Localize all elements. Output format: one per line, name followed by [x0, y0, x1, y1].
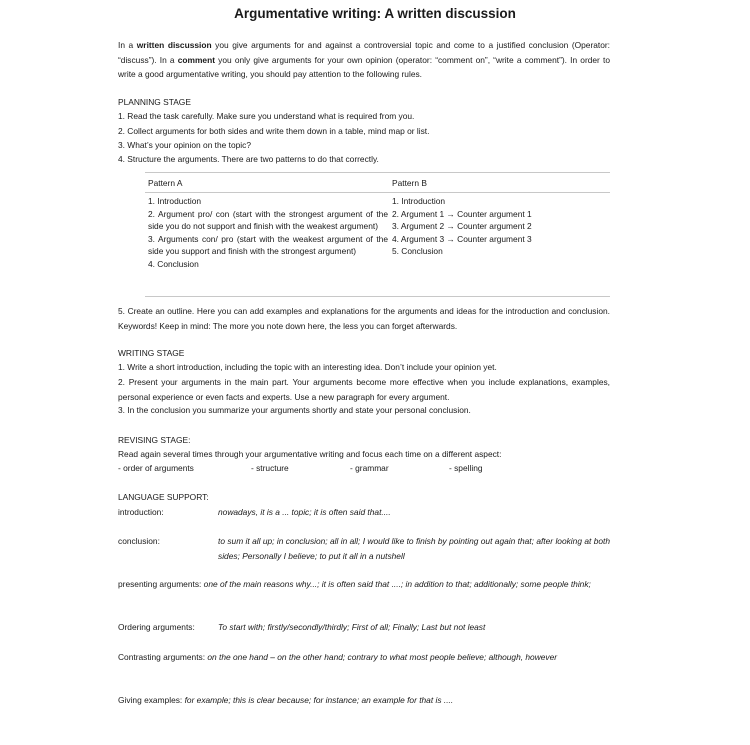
revising-aspect-order: - order of arguments [118, 463, 194, 473]
planning-step-3: 3. What’s your opinion on the topic? [118, 140, 251, 150]
intro-text-2: you give arguments for and against a controversial topic and come to a justified conclusion (Operator: “discuss”). In a [118, 40, 610, 65]
contrasting-phrases: on the one hand – on the other hand; contrary to what most people believe; although, however [207, 652, 558, 662]
planning-step-5: 5. Create an outline. Here you can add examples and explanations for the arguments and ideas for the introduction and conclusion. Keywords! Keep in mind: The more you note down here, the less you can forget afterwards. [118, 306, 610, 331]
page-title: Argumentative writing: A written discussion [234, 6, 516, 21]
pattern-b-header: Pattern B [392, 178, 427, 188]
introduction-label: introduction: [118, 507, 164, 517]
revising-heading: REVISING STAGE: [118, 435, 191, 445]
ordering-label: Ordering arguments: [118, 622, 195, 632]
intro-text-1: In a [118, 40, 137, 50]
ordering-phrases: To start with; firstly/secondly/thirdly; First of all; Finally; Last but not least [218, 622, 486, 632]
pattern-a-column [148, 195, 388, 271]
pattern-b-item: 4. Argument 3 → Counter argument 3 [392, 233, 532, 244]
pattern-a-item: 2. Argument pro/ con (start with the strongest argument of the side you do not support and finish with the weakest argument) [148, 208, 388, 232]
pattern-a-item: 3. Arguments con/ pro (start with the weakest argument of the side you support and finish with the strongest argument) [148, 233, 388, 257]
language-heading: LANGUAGE SUPPORT: [118, 492, 209, 502]
contrasting-arguments-block [118, 650, 608, 665]
pattern-a-item: 1. Introduction [148, 196, 202, 206]
examples-phrases: for example; this is clear because; for instance; an example for that is .... [184, 695, 454, 705]
contrasting-label: Contrasting arguments: [118, 652, 206, 662]
intro-bold-comment: comment [177, 54, 215, 65]
conclusion-phrases: to sum it all up; in conclusion; all in all; I would like to finish by pointing out again that; after looking at both sides; Personally I believe; to put it all in a nutshell [218, 536, 610, 561]
revising-text: Read again several times through your argumentative writing and focus each time on a different aspect: [118, 449, 502, 459]
examples-line [118, 694, 453, 707]
introduction-phrases: nowadays, it is a ... topic; it is often said that.... [218, 507, 391, 517]
table-header-rule [145, 192, 610, 193]
pattern-a-item: 4. Conclusion [148, 258, 199, 269]
pattern-a-header: Pattern A [148, 178, 183, 188]
revising-aspect-grammar: - grammar [350, 463, 389, 473]
presenting-label: presenting arguments: [118, 579, 202, 589]
revising-aspect-spelling: - spelling [449, 463, 483, 473]
planning-step-2: 2. Collect arguments for both sides and write them down in a table, mind map or list. [118, 126, 430, 136]
pattern-b-item: 1. Introduction [392, 196, 446, 206]
presenting-arguments-block [118, 577, 608, 592]
planning-step-1: 1. Read the task carefully. Make sure you understand what is required from you. [118, 111, 415, 121]
table-top-rule [145, 172, 610, 173]
pattern-b-item: 2. Argument 1 → Counter argument 1 [392, 208, 532, 219]
writing-step-1: 1. Write a short introduction, including the topic with an interesting idea. Don’t include your opinion yet. [118, 362, 497, 372]
revising-aspect-structure: - structure [251, 463, 289, 473]
conclusion-label: conclusion: [118, 536, 160, 546]
writing-step-3: 3. In the conclusion you summarize your arguments shortly and state your personal conclusion. [118, 405, 471, 415]
planning-heading: PLANNING STAGE [118, 97, 191, 107]
intro-text-3: you only give arguments for your own opinion (operator: “comment on”, “write a comment”). In order to write a good argumentative writing, you should pay attention to the following rules. [118, 54, 610, 79]
intro-paragraph [118, 38, 610, 82]
writing-heading: WRITING STAGE [118, 348, 185, 358]
intro-bold-written-discussion: written discussion [136, 40, 212, 50]
table-bottom-rule [145, 296, 610, 297]
writing-step-2: 2. Present your arguments in the main part. Your arguments become more effective when you include explanations, examples, personal experience or even facts and experts. Use a new paragraph for every argument. [118, 377, 610, 402]
pattern-b-item: 3. Argument 2 → Counter argument 2 [392, 221, 532, 232]
planning-step-4: 4. Structure the arguments. There are two patterns to do that correctly. [118, 154, 379, 164]
pattern-b-item: 5. Conclusion [392, 246, 443, 257]
pattern-b-column [392, 195, 607, 258]
presenting-phrases: one of the main reasons why...; it is often said that ....; in addition to that; additionally; some people think; [203, 579, 591, 589]
examples-label: Giving examples: [118, 695, 183, 705]
